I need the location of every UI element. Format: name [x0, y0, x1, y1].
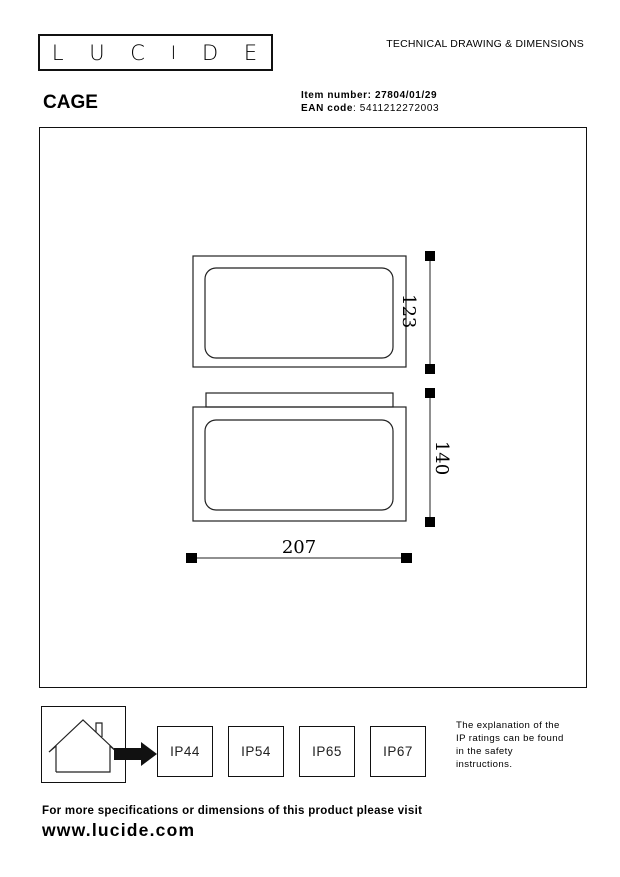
house-with-arrow-icon: [41, 706, 161, 786]
ip-note-line: The explanation of the: [456, 720, 560, 731]
ip-rating-badge: IP44: [157, 726, 213, 777]
ip-note-line: IP ratings can be found: [456, 733, 564, 744]
document-title: TECHNICAL DRAWING & DIMENSIONS: [386, 38, 584, 50]
footer-info-text: For more specifications or dimensions of this product please visit: [42, 805, 423, 817]
ean-code-label: EAN code: [301, 103, 354, 114]
dimension-label-bottom-height: 140: [431, 440, 452, 476]
ip-note-line: in the safety: [456, 746, 513, 757]
logo-letter: I: [170, 41, 179, 64]
ean-code-value: : 5411212272003: [353, 103, 440, 114]
dimension-label-width: 207: [281, 537, 317, 558]
dimension-line-top-height: [425, 251, 435, 374]
logo-letter: D: [201, 40, 221, 65]
dimension-label-top-height: 123: [397, 294, 419, 329]
ip-rating-note: [456, 719, 586, 771]
logo-letter: E: [243, 40, 260, 65]
product-name: CAGE: [43, 92, 98, 113]
ip-rating-badge: IP67: [370, 726, 426, 777]
ip-rating-badge: IP54: [228, 726, 284, 777]
logo-letter: C: [130, 40, 147, 65]
item-number-value: 27804/01/29: [374, 90, 438, 101]
item-number-label: Item number:: [301, 90, 372, 101]
ip-rating-badge: IP65: [299, 726, 355, 777]
logo-letter: L: [51, 40, 66, 65]
footer-website-link[interactable]: www.lucide.com: [42, 820, 196, 840]
top-view-drawing: [193, 256, 406, 367]
side-view-drawing: [193, 393, 406, 521]
ip-note-line: instructions.: [456, 759, 513, 770]
logo-letter: U: [89, 40, 107, 65]
